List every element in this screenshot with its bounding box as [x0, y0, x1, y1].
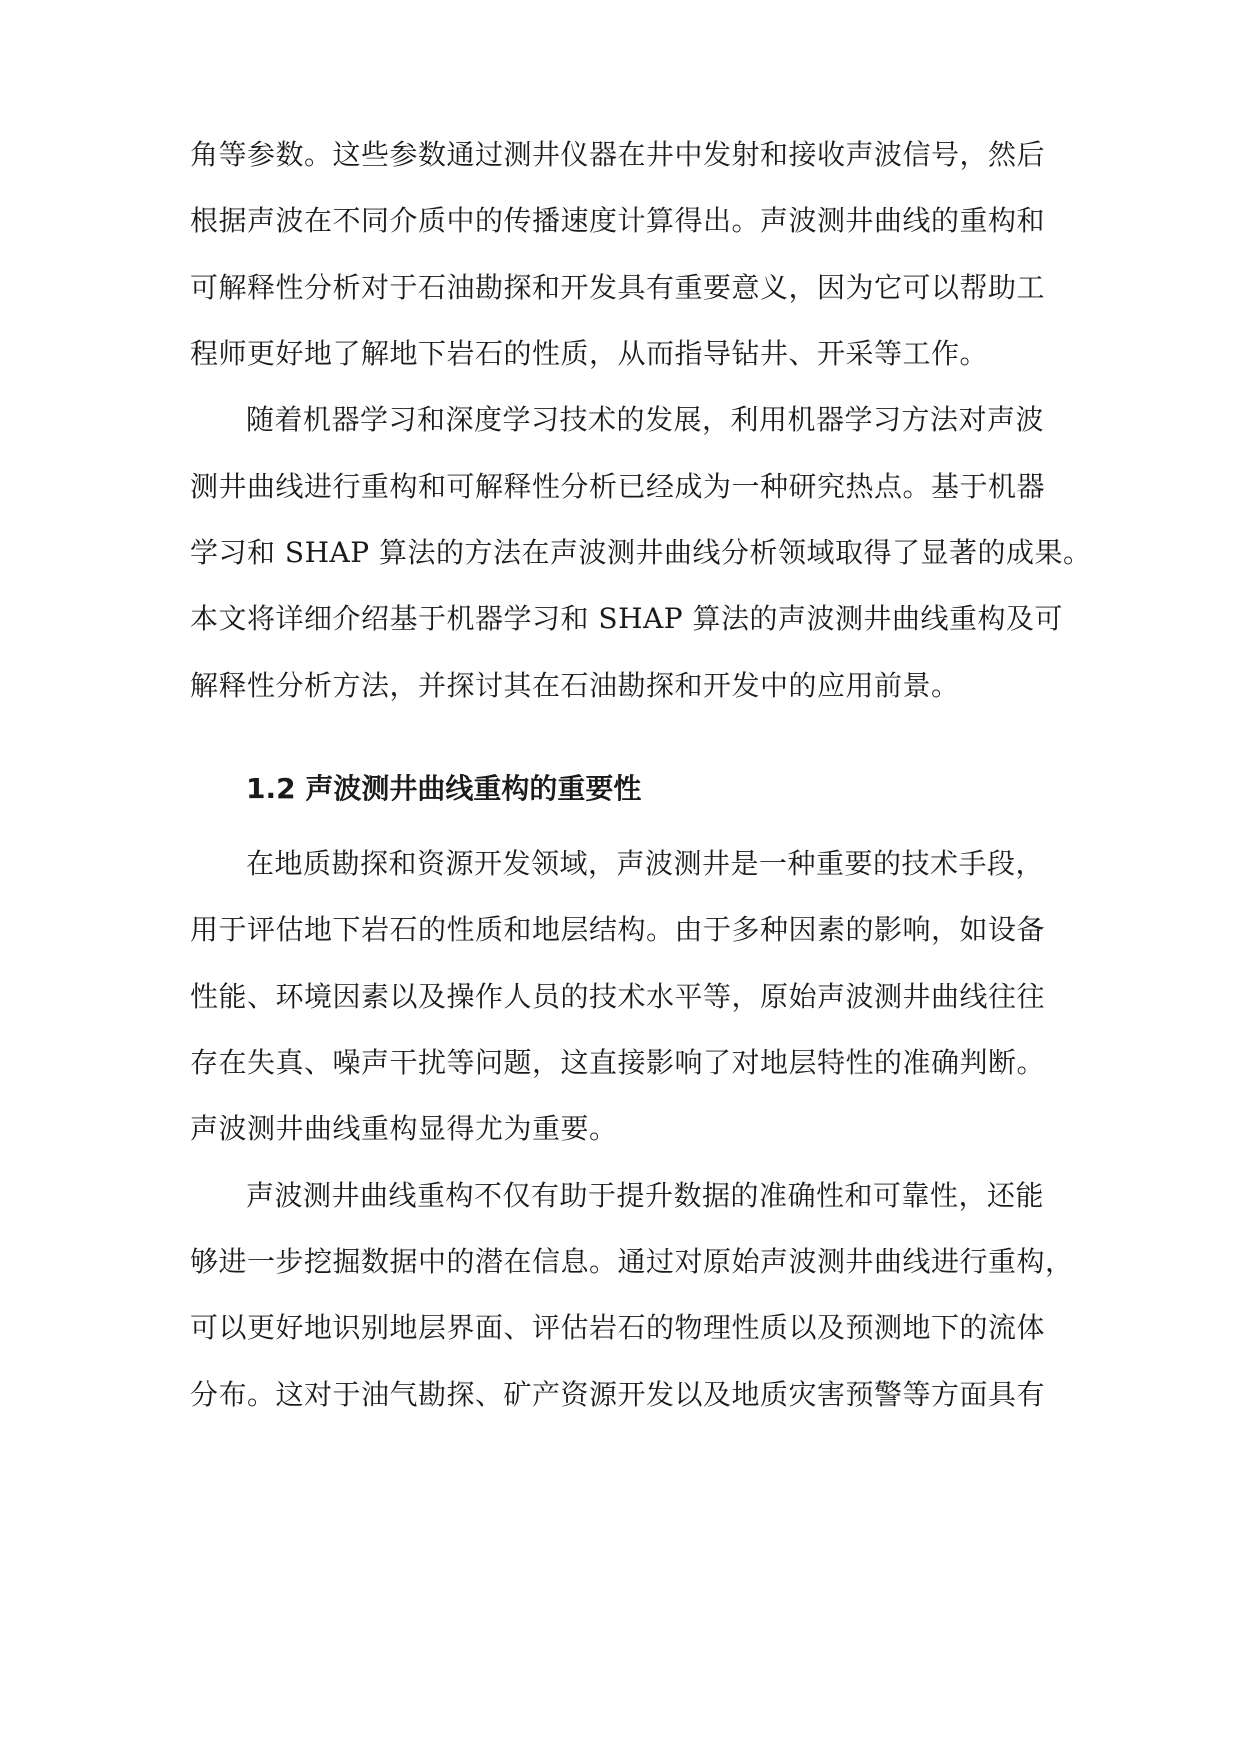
paragraph-2-line-5: 解释性分析方法，并探讨其在石油勘探和开发中的应用前景。: [190, 669, 960, 702]
paragraph-3-line-1: 在地质勘探和资源开发领域，声波测井是一种重要的技术手段，: [246, 847, 1045, 880]
paragraph-1-line-3: 可解释性分析对于石油勘探和开发具有重要意义，因为它可以帮助工: [190, 271, 1046, 304]
paragraph-3-line-2: 用于评估地下岩石的性质和地层结构。由于多种因素的影响，如设备: [190, 913, 1046, 946]
paragraph-4-line-1: 声波测井曲线重构不仅有助于提升数据的准确性和可靠性，还能: [246, 1179, 1045, 1212]
paragraph-3-line-3: 性能、环境因素以及操作人员的技术水平等，原始声波测井曲线往往: [190, 980, 1046, 1013]
paragraph-2-line-4: 本文将详细介绍基于机器学习和 SHAP 算法的声波测井曲线重构及可: [190, 602, 1063, 635]
paragraph-2-line-1: 随着机器学习和深度学习技术的发展，利用机器学习方法对声波: [246, 403, 1045, 436]
paragraph-3-line-4: 存在失真、噪声干扰等问题，这直接影响了对地层特性的准确判断。: [190, 1046, 1046, 1079]
paragraph-4-line-2: 够进一步挖掘数据中的潜在信息。通过对原始声波测井曲线进行重构，: [190, 1245, 1074, 1278]
paragraph-1-line-2: 根据声波在不同介质中的传播速度计算得出。声波测井曲线的重构和: [190, 204, 1046, 237]
section-heading: 1.2 声波测井曲线重构的重要性: [246, 772, 642, 805]
paragraph-2-line-3: 学习和 SHAP 算法的方法在声波测井曲线分析领域取得了显著的成果。: [190, 536, 1092, 569]
paragraph-1-line-1: 角等参数。这些参数通过测井仪器在井中发射和接收声波信号，然后: [190, 138, 1046, 171]
paragraph-4-line-4: 分布。这对于油气勘探、矿产资源开发以及地质灾害预警等方面具有: [190, 1378, 1046, 1411]
paragraph-3-line-5: 声波测井曲线重构显得尤为重要。: [190, 1112, 618, 1145]
paragraph-4-line-3: 可以更好地识别地层界面、评估岩石的物理性质以及预测地下的流体: [190, 1311, 1046, 1344]
paragraph-1-line-4: 程师更好地了解地下岩石的性质，从而指导钻井、开采等工作。: [190, 337, 989, 370]
paragraph-2-line-2: 测井曲线进行重构和可解释性分析已经成为一种研究热点。基于机器: [190, 470, 1046, 503]
